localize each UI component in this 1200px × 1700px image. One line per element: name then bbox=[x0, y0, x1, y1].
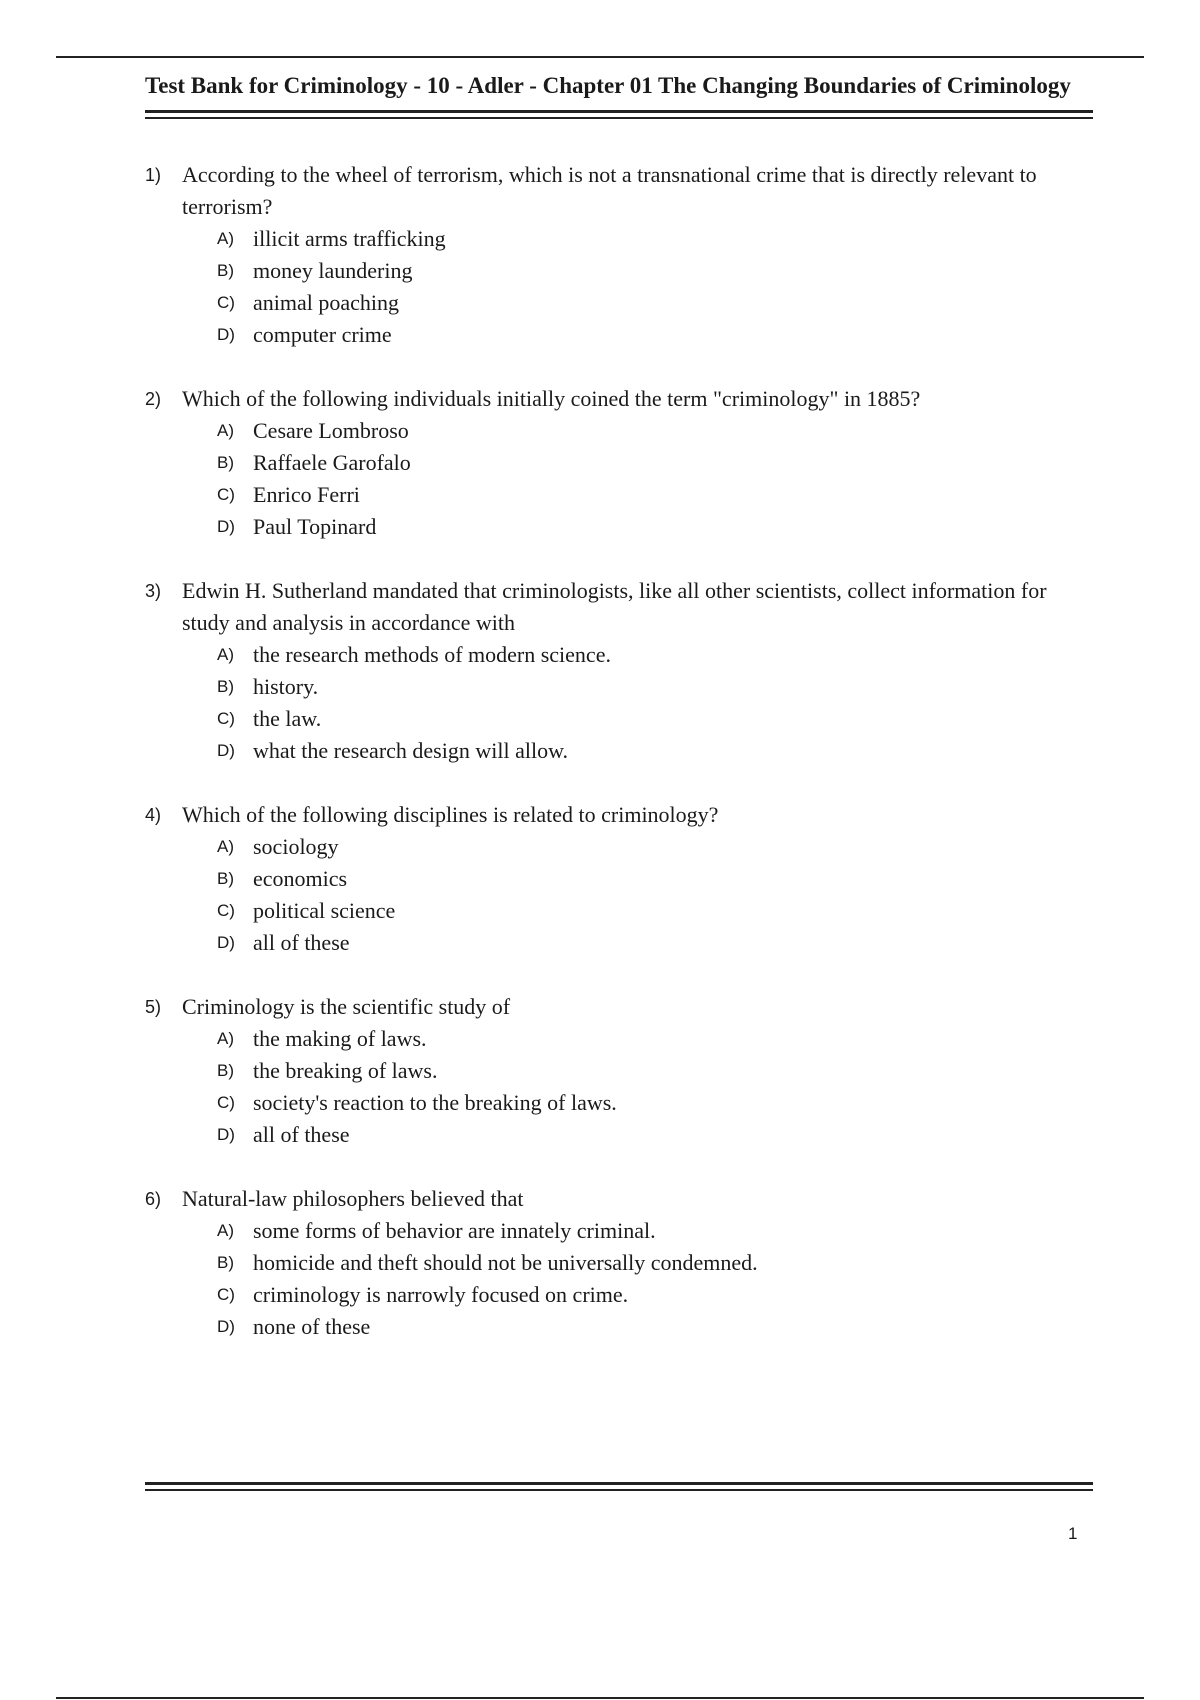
answer-option bbox=[217, 1087, 1093, 1119]
answer-text: all of these bbox=[253, 1122, 350, 1147]
question-6 bbox=[145, 1183, 1093, 1343]
answer-letter: D) bbox=[217, 933, 235, 952]
answer-letter: C) bbox=[217, 901, 235, 920]
answer-text: Cesare Lombroso bbox=[253, 418, 409, 443]
answer-text: some forms of behavior are innately criminal. bbox=[253, 1218, 656, 1243]
answer-letter: A) bbox=[217, 229, 234, 248]
answer-option bbox=[217, 927, 1093, 959]
answer-option bbox=[217, 895, 1093, 927]
question-number: 6) bbox=[145, 1189, 162, 1209]
header-double-rule bbox=[145, 110, 1093, 119]
question-1 bbox=[145, 159, 1093, 351]
question-text: Which of the following individuals initially coined the term "criminology" in 1885? bbox=[182, 386, 921, 411]
answer-text: animal poaching bbox=[253, 290, 400, 315]
answer-letter: B) bbox=[217, 261, 234, 280]
answer-letter: D) bbox=[217, 741, 235, 760]
answer-letter: A) bbox=[217, 837, 234, 856]
answer-option bbox=[217, 415, 1093, 447]
document-page bbox=[145, 70, 1093, 1375]
answer-text: the breaking of laws. bbox=[253, 1058, 438, 1083]
answer-letter: D) bbox=[217, 1125, 235, 1144]
document-title: Test Bank for Criminology - 10 - Adler - Chapter 01 The Changing Boundaries of Criminology bbox=[145, 73, 1071, 98]
answer-letter: C) bbox=[217, 485, 235, 504]
answer-text: money laundering bbox=[253, 258, 413, 283]
answer-text: all of these bbox=[253, 930, 350, 955]
answer-list bbox=[145, 639, 1093, 767]
answer-letter: B) bbox=[217, 677, 234, 696]
answer-text: criminology is narrowly focused on crime. bbox=[253, 1282, 629, 1307]
answer-text: none of these bbox=[253, 1314, 371, 1339]
question-4 bbox=[145, 799, 1093, 959]
bottom-border-line bbox=[56, 1697, 1144, 1699]
question-number: 4) bbox=[145, 805, 162, 825]
answer-text: political science bbox=[253, 898, 396, 923]
answer-option bbox=[217, 287, 1093, 319]
answer-text: Enrico Ferri bbox=[253, 482, 360, 507]
answer-text: history. bbox=[253, 674, 319, 699]
answer-text: the research methods of modern science. bbox=[253, 642, 611, 667]
answer-letter: C) bbox=[217, 1285, 235, 1304]
answer-text: Raffaele Garofalo bbox=[253, 450, 411, 475]
answer-letter: A) bbox=[217, 645, 234, 664]
answer-text: the law. bbox=[253, 706, 322, 731]
answer-text: homicide and theft should not be universally condemned. bbox=[253, 1250, 758, 1275]
question-number: 1) bbox=[145, 165, 162, 185]
answer-option bbox=[217, 1215, 1093, 1247]
answer-letter: A) bbox=[217, 421, 234, 440]
answer-option bbox=[217, 1023, 1093, 1055]
question-text: According to the wheel of terrorism, which is not a transnational crime that is directly relevant to terrorism? bbox=[182, 162, 1037, 219]
answer-option bbox=[217, 1119, 1093, 1151]
question-5 bbox=[145, 991, 1093, 1151]
answer-option bbox=[217, 223, 1093, 255]
question-number: 3) bbox=[145, 581, 162, 601]
answer-option bbox=[217, 479, 1093, 511]
answer-letter: B) bbox=[217, 1061, 234, 1080]
question-2 bbox=[145, 383, 1093, 543]
answer-letter: D) bbox=[217, 325, 235, 344]
answer-letter: C) bbox=[217, 709, 235, 728]
answer-option bbox=[217, 831, 1093, 863]
answer-list bbox=[145, 1023, 1093, 1151]
question-number: 2) bbox=[145, 389, 162, 409]
answer-option bbox=[217, 255, 1093, 287]
answer-option bbox=[217, 639, 1093, 671]
footer-double-rule bbox=[145, 1482, 1093, 1491]
answer-list bbox=[145, 1215, 1093, 1343]
answer-letter: D) bbox=[217, 517, 235, 536]
answer-text: society's reaction to the breaking of laws. bbox=[253, 1090, 617, 1115]
answer-letter: B) bbox=[217, 1253, 234, 1272]
answer-list bbox=[145, 415, 1093, 543]
question-text: Edwin H. Sutherland mandated that criminologists, like all other scientists, collect information for study and analysis in accordance with bbox=[182, 578, 1047, 635]
answer-option bbox=[217, 735, 1093, 767]
question-number: 5) bbox=[145, 997, 162, 1017]
top-border-line bbox=[56, 56, 1144, 58]
answer-option bbox=[217, 671, 1093, 703]
question-list bbox=[145, 159, 1093, 1343]
answer-option bbox=[217, 703, 1093, 735]
answer-letter: C) bbox=[217, 293, 235, 312]
answer-text: Paul Topinard bbox=[253, 514, 377, 539]
question-3 bbox=[145, 575, 1093, 767]
answer-list bbox=[145, 831, 1093, 959]
answer-option bbox=[217, 863, 1093, 895]
answer-list bbox=[145, 223, 1093, 351]
question-text: Criminology is the scientific study of bbox=[182, 994, 511, 1019]
answer-text: the making of laws. bbox=[253, 1026, 427, 1051]
page-number: 1 bbox=[1068, 1524, 1078, 1543]
answer-option bbox=[217, 1055, 1093, 1087]
answer-letter: A) bbox=[217, 1029, 234, 1048]
answer-letter: D) bbox=[217, 1317, 235, 1336]
answer-option bbox=[217, 511, 1093, 543]
answer-text: economics bbox=[253, 866, 348, 891]
answer-letter: A) bbox=[217, 1221, 234, 1240]
answer-option bbox=[217, 447, 1093, 479]
answer-letter: C) bbox=[217, 1093, 235, 1112]
answer-text: computer crime bbox=[253, 322, 392, 347]
answer-option bbox=[217, 1311, 1093, 1343]
answer-text: what the research design will allow. bbox=[253, 738, 569, 763]
answer-option bbox=[217, 319, 1093, 351]
answer-letter: B) bbox=[217, 453, 234, 472]
answer-text: illicit arms trafficking bbox=[253, 226, 446, 251]
answer-text: sociology bbox=[253, 834, 339, 859]
question-text: Natural-law philosophers believed that bbox=[182, 1186, 524, 1211]
answer-option bbox=[217, 1247, 1093, 1279]
question-text: Which of the following disciplines is related to criminology? bbox=[182, 802, 719, 827]
answer-option bbox=[217, 1279, 1093, 1311]
answer-letter: B) bbox=[217, 869, 234, 888]
